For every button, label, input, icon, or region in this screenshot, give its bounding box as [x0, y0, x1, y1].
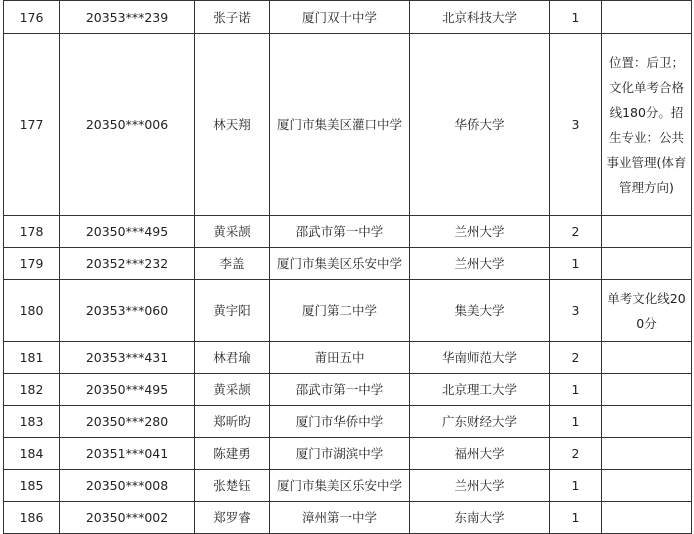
cell-name: 郑昕昀: [195, 406, 270, 438]
cell-id: 20353***239: [60, 1, 195, 34]
cell-note: [602, 502, 692, 534]
cell-id: 20350***006: [60, 34, 195, 216]
table-row: [4, 216, 692, 248]
cell-note: [602, 438, 692, 470]
cell-id: 20350***008: [60, 470, 195, 502]
cell-count: 1: [550, 502, 602, 534]
cell-school: 莆田五中: [270, 342, 410, 374]
cell-note: [602, 374, 692, 406]
cell-id: 20351***041: [60, 438, 195, 470]
cell-id: 20353***431: [60, 342, 195, 374]
cell-note: 单考文化线200分: [602, 280, 692, 342]
cell-no: 186: [4, 502, 60, 534]
cell-no: 178: [4, 216, 60, 248]
cell-note: [602, 248, 692, 280]
cell-name: 林君瑜: [195, 342, 270, 374]
cell-count: 1: [550, 1, 602, 34]
cell-no: 184: [4, 438, 60, 470]
cell-count: 1: [550, 406, 602, 438]
cell-university: 北京理工大学: [410, 374, 550, 406]
cell-note: [602, 342, 692, 374]
table-row: [4, 374, 692, 406]
cell-id: 20350***495: [60, 216, 195, 248]
cell-no: 179: [4, 248, 60, 280]
cell-no: 185: [4, 470, 60, 502]
cell-name: 张楚钰: [195, 470, 270, 502]
cell-university: 兰州大学: [410, 216, 550, 248]
cell-school: 邵武市第一中学: [270, 216, 410, 248]
cell-name: 林天翔: [195, 34, 270, 216]
table-body: [4, 1, 692, 534]
cell-id: 20350***280: [60, 406, 195, 438]
cell-name: 黄宇阳: [195, 280, 270, 342]
cell-id: 20353***060: [60, 280, 195, 342]
table-row: [4, 342, 692, 374]
cell-university: 集美大学: [410, 280, 550, 342]
cell-name: 张子诺: [195, 1, 270, 34]
cell-school: 厦门市集美区乐安中学: [270, 470, 410, 502]
cell-university: 华南师范大学: [410, 342, 550, 374]
cell-count: 1: [550, 248, 602, 280]
cell-count: 3: [550, 280, 602, 342]
cell-school: 厦门市集美区灌口中学: [270, 34, 410, 216]
cell-school: 厦门双十中学: [270, 1, 410, 34]
cell-school: 厦门市集美区乐安中学: [270, 248, 410, 280]
cell-university: 广东财经大学: [410, 406, 550, 438]
cell-name: 郑罗睿: [195, 502, 270, 534]
table-row: [4, 406, 692, 438]
admission-table: [3, 0, 692, 534]
cell-name: 黄采颉: [195, 216, 270, 248]
cell-id: 20352***232: [60, 248, 195, 280]
cell-count: 2: [550, 438, 602, 470]
cell-school: 漳州第一中学: [270, 502, 410, 534]
cell-note: [602, 406, 692, 438]
cell-school: 厦门市湖滨中学: [270, 438, 410, 470]
cell-school: 厦门市华侨中学: [270, 406, 410, 438]
cell-note: [602, 1, 692, 34]
cell-name: 李盖: [195, 248, 270, 280]
cell-university: 东南大学: [410, 502, 550, 534]
cell-name: 黄采颉: [195, 374, 270, 406]
cell-no: 181: [4, 342, 60, 374]
cell-university: 兰州大学: [410, 248, 550, 280]
cell-name: 陈建勇: [195, 438, 270, 470]
cell-school: 邵武市第一中学: [270, 374, 410, 406]
cell-id: 20350***002: [60, 502, 195, 534]
cell-university: 福州大学: [410, 438, 550, 470]
cell-no: 176: [4, 1, 60, 34]
cell-note: 位置：后卫；文化单考合格线180分。招生专业：公共事业管理(体育管理方向): [602, 34, 692, 216]
cell-no: 177: [4, 34, 60, 216]
cell-no: 183: [4, 406, 60, 438]
table-row: [4, 1, 692, 34]
cell-count: 1: [550, 470, 602, 502]
table-row: [4, 34, 692, 216]
cell-school: 厦门第二中学: [270, 280, 410, 342]
cell-note: [602, 216, 692, 248]
cell-count: 1: [550, 374, 602, 406]
cell-university: 兰州大学: [410, 470, 550, 502]
cell-no: 182: [4, 374, 60, 406]
cell-count: 2: [550, 342, 602, 374]
table-row: [4, 502, 692, 534]
cell-count: 3: [550, 34, 602, 216]
table-row: [4, 248, 692, 280]
cell-university: 华侨大学: [410, 34, 550, 216]
cell-count: 2: [550, 216, 602, 248]
cell-university: 北京科技大学: [410, 1, 550, 34]
cell-no: 180: [4, 280, 60, 342]
table-row: [4, 470, 692, 502]
cell-id: 20350***495: [60, 374, 195, 406]
table-row: [4, 280, 692, 342]
cell-note: [602, 470, 692, 502]
table-row: [4, 438, 692, 470]
